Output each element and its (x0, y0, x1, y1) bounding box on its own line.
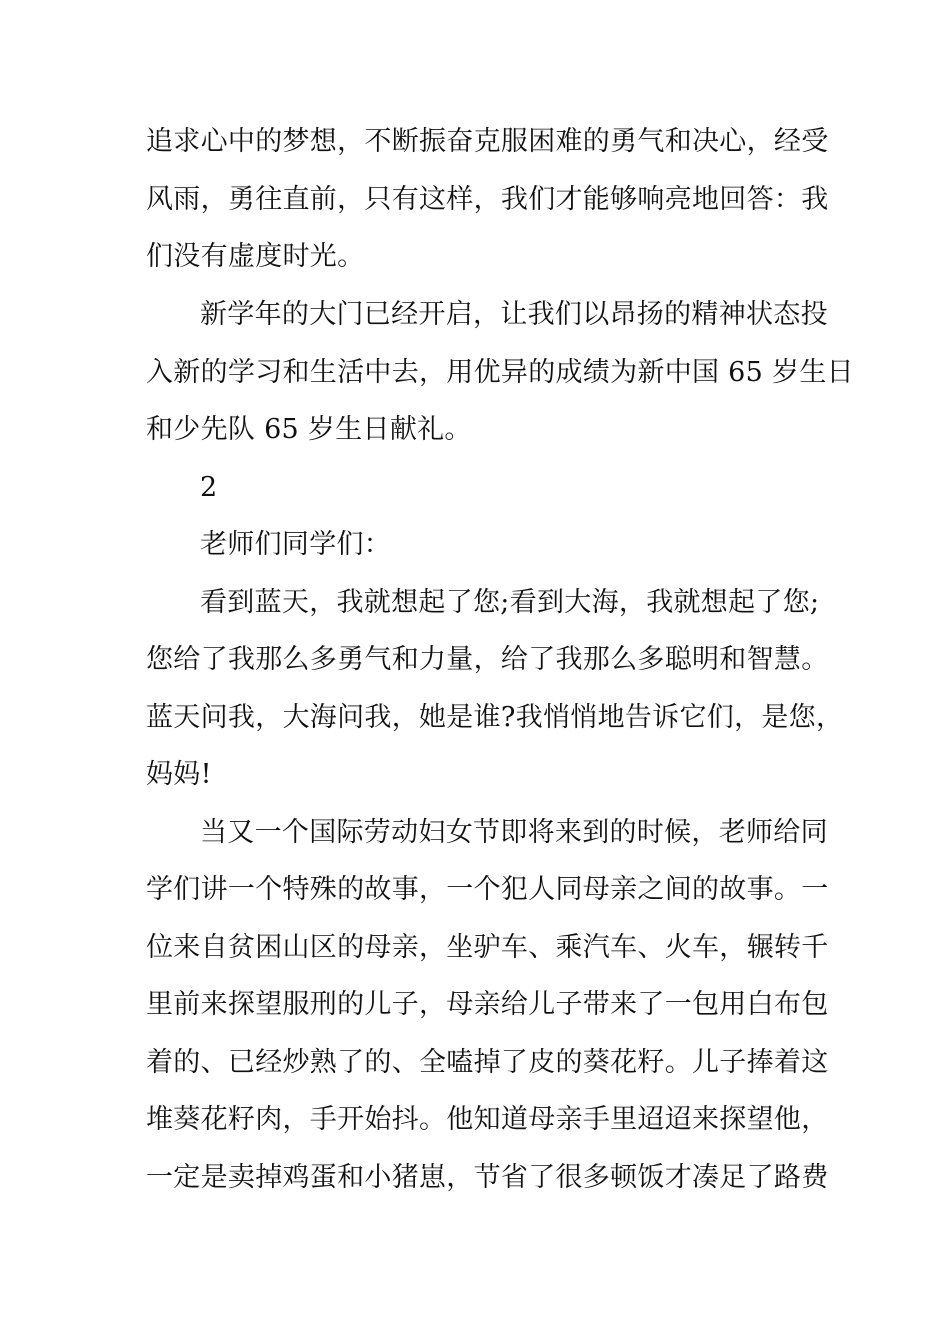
text-line: 里前来探望服刑的儿子，母亲给儿子带来了一包用白布包 (146, 989, 829, 1020)
section-number: 2 (200, 472, 218, 503)
text-line: 们没有虚度时光。 (146, 241, 365, 272)
text-line: 蓝天问我，大海问我，她是谁?我悄悄地告诉它们，是您， (146, 702, 844, 733)
text-line: 新学年的大门已经开启，让我们以昂扬的精神状态投 (200, 299, 828, 330)
text-line: 着的、已经炒熟了的、全嗑掉了皮的葵花籽。儿子捧着这 (146, 1047, 829, 1078)
text-line: 当又一个国际劳动妇女节即将来到的时候，老师给同 (200, 817, 828, 848)
text-line: 和少先队 65 岁生日献礼。 (146, 414, 472, 445)
text-line: 位来自贫困山区的母亲，坐驴车、乘汽车、火车，辗转千 (146, 932, 829, 963)
text-line: 追求心中的梦想，不断振奋克服困难的勇气和决心，经受 (146, 126, 829, 157)
text-line: 妈妈! (146, 759, 212, 790)
text-line: 风雨，勇往直前，只有这样，我们才能够响亮地回答：我 (146, 184, 829, 215)
text-line: 入新的学习和生活中去，用优异的成绩为新中国 65 岁生日 (146, 357, 854, 388)
text-line: 一定是卖掉鸡蛋和小猪崽，节省了很多顿饭才凑足了路费 (146, 1162, 829, 1193)
salutation: 老师们同学们： (200, 529, 392, 560)
text-line: 学们讲一个特殊的故事，一个犯人同母亲之间的故事。一 (146, 874, 829, 905)
text-line: 您给了我那么多勇气和力量，给了我那么多聪明和智慧。 (146, 644, 829, 675)
text-line: 堆葵花籽肉，手开始抖。他知道母亲手里迢迢来探望他， (146, 1104, 829, 1135)
text-line: 看到蓝天，我就想起了您;看到大海，我就想起了您; (200, 587, 820, 618)
